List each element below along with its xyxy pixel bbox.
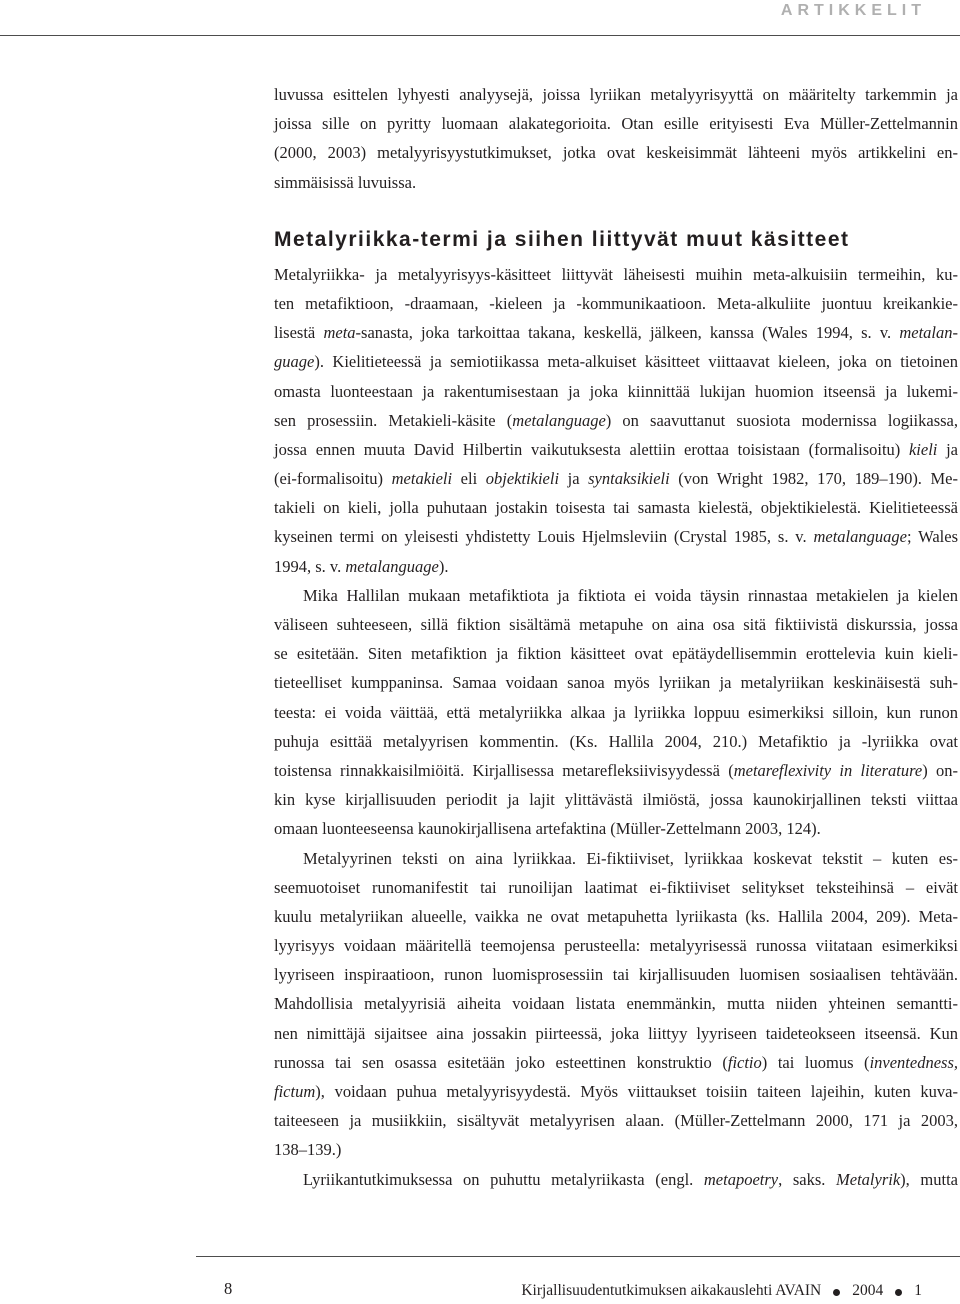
page-number: 8: [224, 1279, 233, 1298]
italic-term: metalanguage: [345, 556, 439, 576]
issue-number: 1: [914, 1282, 922, 1299]
text-run: ten metafiktioon, -draamaan, -kieleen ja -kommunikaatioon. Meta-alkuliite juontuu kreikankie-: [274, 293, 958, 313]
text-run: ) on saavuttanut suosiota modernissa logiikassa,: [605, 410, 959, 430]
header-rule: [0, 35, 960, 36]
text-run: nen nimittäjä sijaitsee aina jossakin piirteessä, joka liittyy lyyriseen taideteokseen itseensä. Kun: [274, 1023, 958, 1043]
text-run: ).: [438, 556, 449, 576]
text-line: [274, 318, 958, 347]
paragraph: [274, 844, 958, 1165]
paragraph: [274, 80, 958, 197]
text-run: 138–139.): [274, 1140, 342, 1160]
bullet-separator: [895, 1289, 902, 1296]
text-run: Metalyyrinen teksti on aina lyriikkaa. Ei-fiktiiviset, lyriikkaa koskevat tekstit – kuten es-: [303, 848, 958, 868]
text-line: [274, 406, 958, 435]
text-run: taiteeseen ja musiikkiin, sisältyvät metalyyrisen alaan. (Müller-Zettelmann 2000, 171 ja 2003,: [274, 1111, 958, 1131]
text-line: [274, 727, 958, 756]
issue-year: 2004: [852, 1282, 884, 1299]
italic-term: metakieli: [391, 469, 453, 489]
text-run: kuulu metalyriikan alueelle, vaikka ne ovat metapuhetta lyriikasta (ks. Hallila 2004, 209). Meta-: [274, 906, 958, 926]
text-line: [274, 1106, 958, 1135]
paragraph: [274, 581, 958, 844]
text-run: ), mutta: [900, 1169, 958, 1189]
text-run: sen prosessiin. Metakieli-käsite (: [274, 410, 513, 430]
footer-rule: [196, 1256, 960, 1257]
italic-term: Metalyrik: [836, 1169, 901, 1189]
text-run: (2000, 2003) metalyyrisyystutkimukset, jotka ovat keskeisimmät lähteeni myös artikkelini en-: [274, 143, 958, 163]
text-run: joissa sille on pyritty luomaan alakategorioita. Otan esille erityisesti Eva Müller-Zettelmannin: [274, 114, 958, 134]
text-run: -sanasta, joka tarkoittaa takana, keskellä, jälkeen, kanssa (Wales 1994, s. v.: [355, 323, 900, 343]
text-line: [274, 1165, 958, 1194]
text-line: [274, 902, 958, 931]
text-run: lyyrisyys voidaan määritellä teemojensa perusteella: metalyyrisessä runossa viitataan esimerkiksi: [274, 936, 958, 956]
italic-term: meta: [323, 323, 356, 343]
text-line: [274, 756, 958, 785]
text-run: lyyriseen inspiraatioon, runon luomisprosessiin tai kirjallisuuden luomisen sosiaalisen tehtävään.: [274, 965, 958, 985]
text-run: lisestä: [274, 323, 324, 343]
journal-footer: [521, 1280, 922, 1302]
paragraph: [274, 260, 958, 581]
running-head-section-label: ARTIKKELIT: [780, 2, 926, 19]
text-line: [274, 138, 958, 167]
text-run: jossa ennen muuta David Hilbertin vaikutuksesta alettiin erottaa toisistaan (formalisoitu): [274, 439, 909, 459]
text-line: [274, 931, 958, 960]
italic-term: inventedness,: [869, 1052, 958, 1072]
text-run: teesta: ei voida väittää, että metalyriikka alkaa ja lyriikka loppuu esimerkiksi silloin, kun runon: [274, 702, 958, 722]
text-line: [274, 493, 958, 522]
text-line: [274, 435, 958, 464]
text-run: toistensa rinnakkaisilmiöitä. Kirjallisessa metarefleksiivisyydessä (: [274, 760, 734, 780]
text-line: [274, 1019, 958, 1048]
text-run: puhuja esittää metalyyrisen kommentin. (Ks. Hallila 2004, 210.) Metafiktio ja -lyriikka ovat: [274, 731, 958, 751]
text-run: omaan luonteeseensa kaunokirjallisena artefaktina (Müller-Zettelmann 2003, 124).: [274, 819, 821, 839]
text-run: simmäisissä luvuissa.: [274, 172, 417, 192]
text-run: (ei-formalisoitu): [274, 469, 392, 489]
text-line: [274, 109, 958, 138]
italic-term: fictio: [727, 1052, 762, 1072]
italic-term: objektikieli: [485, 469, 560, 489]
paragraph: [274, 1165, 958, 1194]
text-run: ; Wales: [906, 527, 958, 547]
text-run: se esitetään. Siten metafiktion ja fiktion käsitteet ovat epätäydellisemmin erottelevia kuin kieli-: [274, 644, 958, 664]
text-run: ) tai luomus (: [761, 1052, 870, 1072]
text-run: Metalyriikka- ja metalyyrisyys-käsitteet liittyvät läheisesti muihin meta-alkuisiin termeihin, ku-: [274, 264, 958, 284]
text-line: [274, 1077, 958, 1106]
text-run: seemuotoiset runomanifestit tai runoilijan laatimat ei-fiktiiviset selitykset teksteihinsä – eivät: [274, 877, 958, 897]
text-line: [274, 1048, 958, 1077]
text-run: luvussa esittelen lyhyesti analyysejä, joissa lyriikan metalyyrisyyttä on määritelty tarkemmin ja: [274, 85, 958, 104]
italic-term: metalanguage: [512, 410, 606, 430]
journal-title: Kirjallisuudentutkimuksen aikakauslehti AVAIN: [521, 1282, 822, 1299]
text-run: ), voidaan puhua metalyyrisyydestä. Myös viittaukset toisiin taiteen lajeihin, kuten kuva-: [315, 1082, 958, 1101]
text-run: omasta luonteestaan ja rakentumisestaan ja joka kiinnittää lukijan huomion itseensä ja lukemi-: [274, 381, 958, 401]
text-line: [274, 347, 958, 376]
text-run: Lyriikantutkimuksessa on puhuttu metalyriikasta (engl.: [303, 1169, 704, 1189]
text-run: Mahdollisia metalyyrisiä aiheita voidaan listata enemmänkin, mutta niiden yhteinen semantti-: [274, 994, 958, 1014]
text-run: , saks.: [778, 1169, 837, 1189]
text-run: 1994, s. v.: [274, 556, 346, 576]
italic-term: guage: [274, 352, 315, 372]
bullet-separator: [833, 1289, 840, 1296]
italic-term: kieli: [908, 439, 938, 459]
text-line: [274, 464, 958, 493]
text-run: väliseen suhteeseen, sillä fiktion sisältämä metapuhe on aina osa sitä fiktiivistä diskurssia, jossa: [274, 615, 958, 634]
section-heading: Metalyriikka-termi ja siihen liittyvät muut käsitteet: [274, 227, 850, 251]
text-line: [274, 989, 958, 1018]
text-line: [274, 581, 958, 610]
text-line: [274, 377, 958, 406]
text-run: eli: [452, 469, 486, 489]
text-line: [274, 785, 958, 814]
italic-term: metalan-: [899, 323, 959, 343]
text-line: [274, 80, 958, 109]
text-run: kyseinen termi on yleisesti yhdistetty Louis Hjelmsleviin (Crystal 1985, s. v.: [274, 527, 814, 547]
text-line: [274, 844, 958, 873]
text-line: [274, 260, 958, 289]
text-run: ) on-: [922, 760, 958, 780]
italic-term: metapoetry: [703, 1169, 779, 1189]
text-line: [274, 1135, 958, 1164]
text-line: [274, 610, 958, 639]
text-run: Mika Hallilan mukaan metafiktiota ja fiktiota ei voida täysin rinnastaa metakielen ja kielen: [303, 585, 958, 605]
article-body: [274, 80, 958, 1194]
text-run: takieli on kieli, jolla puhutaan jostakin toisesta tai samasta kielestä, objektikielestä. Kielitieteessä: [274, 498, 958, 518]
text-run: ). Kielitieteessä ja semiotiikassa meta-alkuiset käsitteet viittaavat kieleen, joka on tietoinen: [314, 352, 958, 372]
italic-term: fictum: [274, 1082, 316, 1101]
text-line: [274, 639, 958, 668]
text-run: tieteelliset kumppaninsa. Samaa voidaan sanoa myös lyriikan ja metalyriikan keskinäisestä suh-: [274, 673, 958, 693]
italic-term: metalanguage: [813, 527, 907, 547]
text-line: [274, 168, 958, 197]
text-run: ja: [937, 439, 958, 459]
text-line: [274, 698, 958, 727]
text-line: [274, 522, 958, 551]
italic-term: metareflexivity in literature: [733, 760, 923, 780]
text-line: [274, 552, 958, 581]
text-line: [274, 289, 958, 318]
text-line: [274, 814, 958, 843]
text-run: runossa tai sen osassa esitetään joko esteettinen konstruktio (: [274, 1052, 728, 1072]
italic-term: syntaksikieli: [588, 469, 670, 489]
text-run: ja: [559, 469, 589, 489]
text-line: [274, 873, 958, 902]
text-run: kin kyse kirjallisuuden periodit ja lajit ylittävästä ilmiöstä, jossa kaunokirjallinen teksti viittaa: [274, 790, 958, 810]
text-line: [274, 668, 958, 697]
text-run: (von Wright 1982, 170, 189–190). Me-: [669, 469, 958, 489]
text-line: [274, 960, 958, 989]
